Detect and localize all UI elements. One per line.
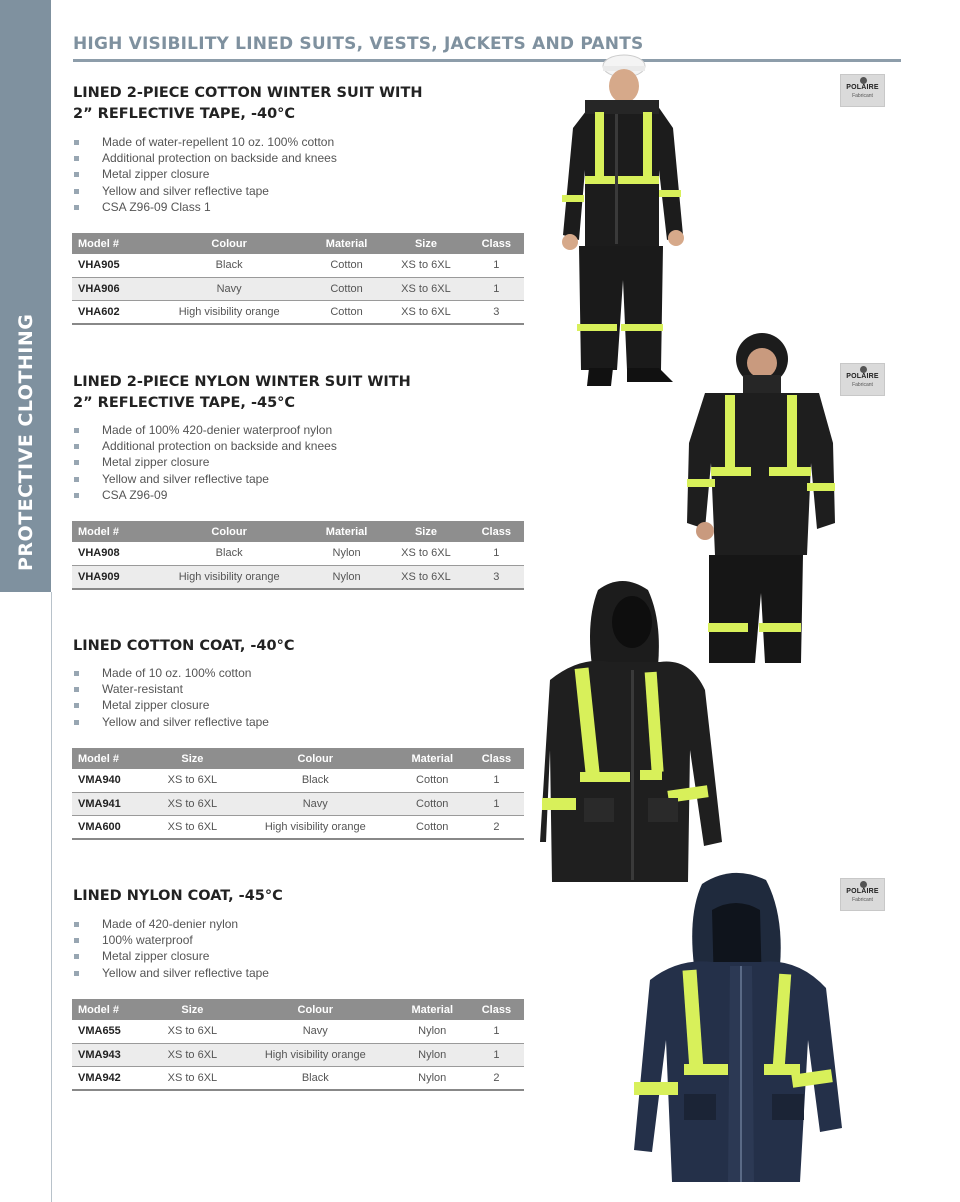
sidebar-label: PROTECTIVE CLOTHING	[15, 313, 37, 571]
table-row: VHA909 High visibility orange Nylon XS to 6XL 3	[72, 565, 524, 588]
table-row: VMA943 XS to 6XL High visibility orange Nylon 1	[72, 1043, 524, 1066]
table-row: VMA941 XS to 6XL Navy Cotton 1	[72, 792, 524, 815]
list-item: Metal zipper closure	[73, 166, 337, 182]
page-title: HIGH VISIBILITY LINED SUITS, VESTS, JACKETS AND PANTS	[73, 34, 644, 54]
list-item: Additional protection on backside and knees	[73, 150, 337, 166]
list-item: Made of 420-denier nylon	[73, 916, 269, 932]
spec-table-nylon-suit	[72, 521, 524, 590]
list-item: 100% waterproof	[73, 932, 269, 948]
list-item: CSA Z96-09	[73, 487, 337, 503]
section-title-nylon-coat: LINED NYLON COAT, -45°C	[73, 888, 283, 904]
product-photo-cotton-suit	[555, 50, 690, 390]
brand-logo: POLAIRE Fabricant	[840, 74, 885, 107]
feature-list-nylon-coat	[73, 916, 269, 981]
table-header-row: Model # Size Colour Material Class	[72, 999, 524, 1020]
table-header-row: Model # Colour Material Size Class	[72, 233, 524, 254]
sidebar-divider	[51, 592, 52, 1202]
spec-table-cotton-suit	[72, 233, 524, 325]
title-rule	[73, 59, 901, 62]
section-title-cotton-suit: LINED 2-PIECE COTTON WINTER SUIT WITH 2” REFLECTIVE TAPE, -40°C	[73, 85, 423, 122]
list-item: Yellow and silver reflective tape	[73, 471, 337, 487]
feature-list-cotton-coat	[73, 665, 269, 730]
table-row: VHA908 Black Nylon XS to 6XL 1	[72, 542, 524, 565]
list-item: Metal zipper closure	[73, 697, 269, 713]
table-row: VMA655 XS to 6XL Navy Nylon 1	[72, 1020, 524, 1043]
brand-logo: POLAIRE Fabricant	[840, 363, 885, 396]
list-item: Yellow and silver reflective tape	[73, 965, 269, 981]
list-item: Additional protection on backside and knees	[73, 438, 337, 454]
table-header-row: Model # Size Colour Material Class	[72, 748, 524, 769]
section-title-cotton-coat: LINED COTTON COAT, -40°C	[73, 638, 295, 654]
feature-list-nylon-suit	[73, 422, 337, 503]
list-item: Yellow and silver reflective tape	[73, 183, 337, 199]
table-row: VHA905 Black Cotton XS to 6XL 1	[72, 254, 524, 277]
table-row: VHA602 High visibility orange Cotton XS to 6XL 3	[72, 301, 524, 324]
brand-logo: POLAIRE Fabricant	[840, 878, 885, 911]
section-title-nylon-suit: LINED 2-PIECE NYLON WINTER SUIT WITH 2” REFLECTIVE TAPE, -45°C	[73, 374, 411, 411]
product-photo-cotton-coat	[540, 580, 725, 885]
spec-table-nylon-coat	[72, 999, 524, 1091]
table-row: VMA942 XS to 6XL Black Nylon 2	[72, 1067, 524, 1090]
list-item: Water-resistant	[73, 681, 269, 697]
list-item: Metal zipper closure	[73, 454, 337, 470]
list-item: Made of water-repellent 10 oz. 100% cotton	[73, 134, 337, 150]
list-item: CSA Z96-09 Class 1	[73, 199, 337, 215]
feature-list-cotton-suit	[73, 134, 337, 215]
list-item: Yellow and silver reflective tape	[73, 714, 269, 730]
table-row: VMA600 XS to 6XL High visibility orange Cotton 2	[72, 816, 524, 839]
list-item: Made of 100% 420-denier waterproof nylon	[73, 422, 337, 438]
table-header-row: Model # Colour Material Size Class	[72, 521, 524, 542]
table-row: VMA940 XS to 6XL Black Cotton 1	[72, 769, 524, 792]
table-row: VHA906 Navy Cotton XS to 6XL 1	[72, 277, 524, 300]
product-photo-nylon-coat	[632, 870, 844, 1185]
spec-table-cotton-coat	[72, 748, 524, 840]
list-item: Made of 10 oz. 100% cotton	[73, 665, 269, 681]
list-item: Metal zipper closure	[73, 948, 269, 964]
